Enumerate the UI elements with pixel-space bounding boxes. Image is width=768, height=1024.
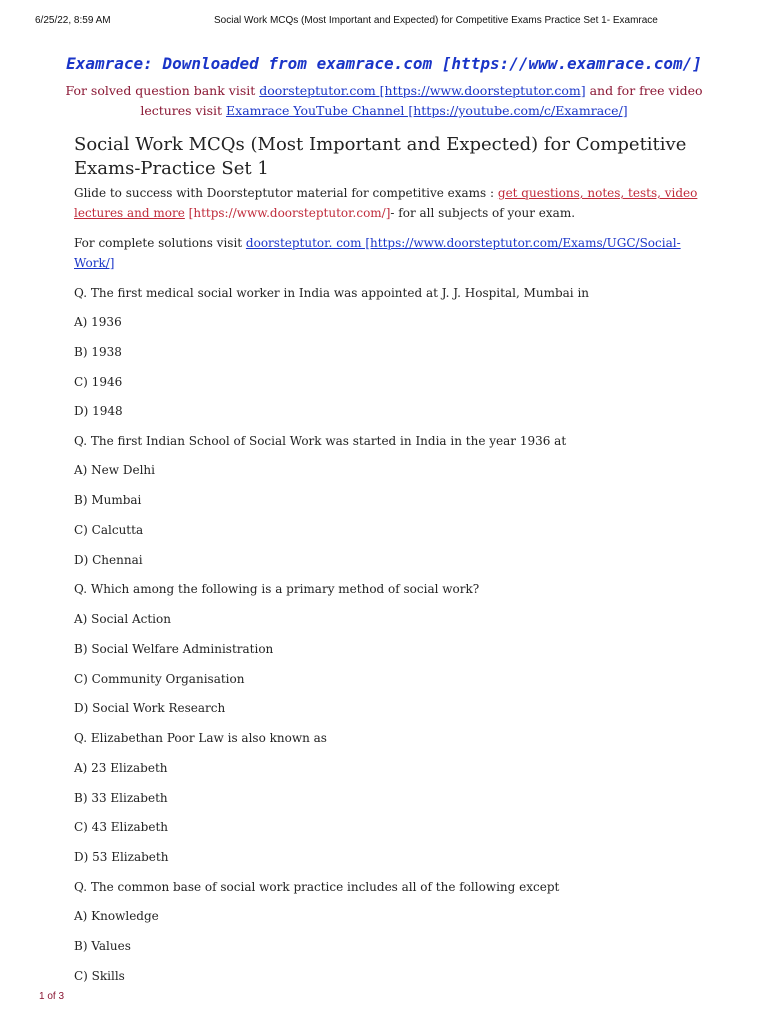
glide-url: [https://www.doorsteptutor.com/] bbox=[184, 206, 391, 220]
option-3c: C) Community Organisation bbox=[74, 672, 245, 686]
option-4b: B) 33 Elizabeth bbox=[74, 791, 168, 805]
youtube-channel-link[interactable]: Examrace YouTube Channel [https://youtube.com/c/Examrace/] bbox=[226, 103, 628, 118]
question-5: Q. The common base of social work practice includes all of the following except bbox=[74, 880, 560, 894]
option-5b: B) Values bbox=[74, 939, 131, 953]
option-1b: B) 1938 bbox=[74, 345, 122, 359]
print-datetime: 6/25/22, 8:59 AM bbox=[35, 15, 111, 26]
print-header bbox=[0, 15, 768, 31]
page-indicator: 1 of 3 bbox=[39, 991, 65, 1002]
solutions-paragraph bbox=[74, 233, 708, 273]
promo-text-1: For solved question bank visit bbox=[65, 83, 260, 98]
glide-paragraph bbox=[74, 183, 708, 223]
option-2b: B) Mumbai bbox=[74, 493, 142, 507]
option-3b: B) Social Welfare Administration bbox=[74, 642, 274, 656]
glide-text-1: Glide to success with Doorsteptutor material for competitive exams : bbox=[74, 186, 498, 200]
option-1a: A) 1936 bbox=[74, 315, 122, 329]
option-2a: A) New Delhi bbox=[74, 463, 155, 477]
option-2d: D) Chennai bbox=[74, 553, 143, 567]
promo-text bbox=[60, 81, 708, 121]
option-5a: A) Knowledge bbox=[74, 909, 159, 923]
page-title: Social Work MCQs (Most Important and Expected) for Competitive Exams-Practice Set 1 bbox=[74, 134, 687, 179]
glide-text-3: - for all subjects of your exam. bbox=[390, 206, 576, 220]
solutions-link[interactable]: doorsteptutor. com [https://www.doorsteptutor.com/Exams/UGC/Social-Work/] bbox=[74, 236, 681, 270]
question-2: Q. The first Indian School of Social Work was started in India in the year 1936 at bbox=[74, 434, 567, 448]
option-1d: D) 1948 bbox=[74, 404, 123, 418]
print-title: Social Work MCQs (Most Important and Expected) for Competitive Exams Practice Set 1- Examrace bbox=[214, 15, 658, 26]
examrace-banner[interactable]: Examrace: Downloaded from examrace.com [https://www.examrace.com/] bbox=[66, 54, 702, 73]
option-2c: C) Calcutta bbox=[74, 523, 144, 537]
doorsteptutor-link[interactable]: doorsteptutor.com [https://www.doorsteptutor.com] bbox=[259, 83, 586, 98]
option-3a: A) Social Action bbox=[74, 612, 171, 626]
option-5c: C) Skills bbox=[74, 969, 125, 983]
option-4a: A) 23 Elizabeth bbox=[74, 761, 168, 775]
solutions-text: For complete solutions visit bbox=[74, 236, 246, 250]
question-4: Q. Elizabethan Poor Law is also known as bbox=[74, 731, 327, 745]
option-4d: D) 53 Elizabeth bbox=[74, 850, 169, 864]
option-3d: D) Social Work Research bbox=[74, 701, 226, 715]
option-1c: C) 1946 bbox=[74, 375, 123, 389]
get-questions-link[interactable]: get questions, notes, tests, video lectures and more bbox=[74, 186, 698, 220]
promo-text-2: and for free video lectures visit bbox=[140, 83, 703, 118]
option-4c: C) 43 Elizabeth bbox=[74, 820, 169, 834]
question-3: Q. Which among the following is a primary method of social work? bbox=[74, 582, 480, 596]
question-1: Q. The first medical social worker in India was appointed at J. J. Hospital, Mumbai in bbox=[74, 286, 590, 300]
